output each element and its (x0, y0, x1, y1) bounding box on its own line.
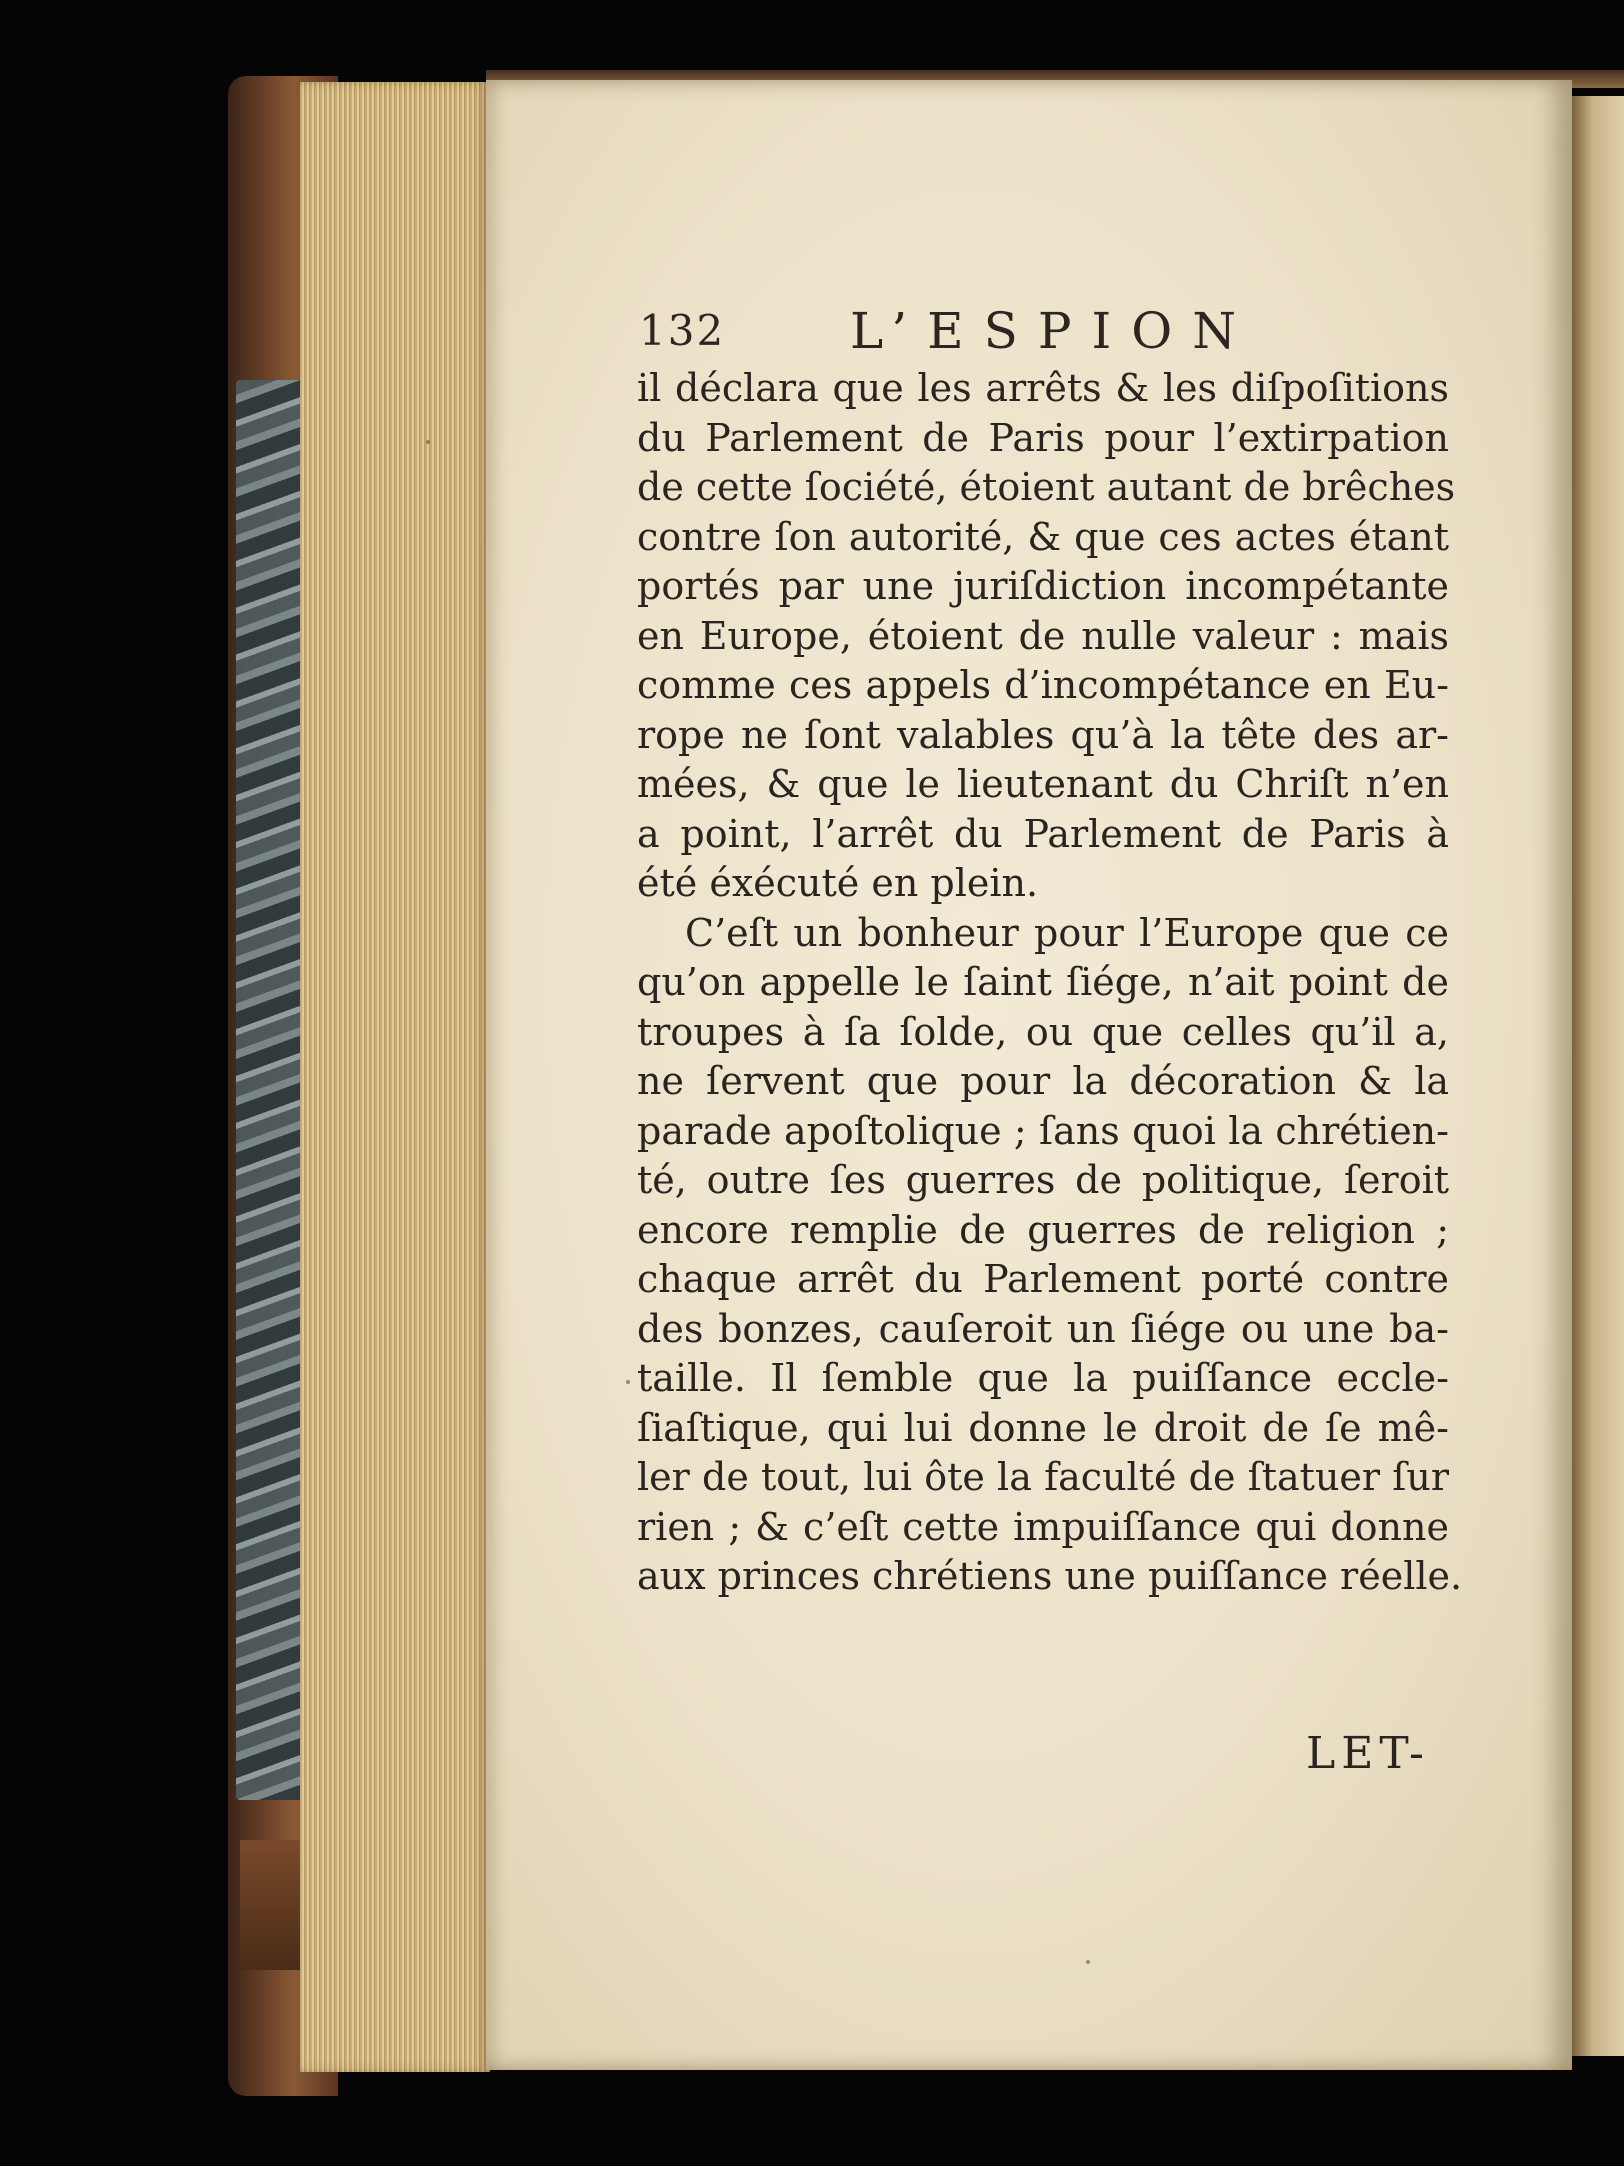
leather-corner (240, 1840, 306, 1970)
text-line: il déclara que les arrêts & les diſpoſitions (637, 366, 1449, 410)
book-page (486, 80, 1572, 2070)
text-line: taille. Il ſemble que la puiſſance eccle- (637, 1356, 1449, 1400)
text-line: mées, & que le lieutenant du Chriſt n’en (637, 762, 1449, 806)
text-line: aux princes chrétiens une puiſſance réelle. (637, 1554, 1463, 1598)
text-line: contre ſon autorité, & que ces actes étant (637, 514, 1449, 559)
page-header (486, 302, 1572, 362)
ink-speck (426, 440, 430, 444)
text-line: comme ces appels d’incompétance en Eu- (637, 663, 1449, 707)
running-title: L’ESPION (850, 302, 1256, 360)
ink-speck (626, 1380, 630, 1384)
text-line: été éxécuté en plein. (637, 861, 1039, 905)
text-line: rien ; & c’eſt cette impuiſſance qui donne (637, 1504, 1449, 1549)
text-line: encore remplie de guerres de religion ; (637, 1207, 1449, 1252)
page-number: 132 (639, 306, 726, 355)
text-line: en Europe, étoient de nulle valeur : mais (637, 613, 1449, 658)
text-line: té, outre ſes guerres de politique, ſeroit (637, 1158, 1449, 1202)
text-line: chaque arrêt du Parlement porté contre (637, 1257, 1449, 1301)
text-line: rope ne ſont valables qu’à la tête des ar- (637, 712, 1449, 757)
text-line: parade apoſtolique ; ſans quoi la chrétien- (637, 1108, 1449, 1153)
page-edges (300, 82, 490, 2072)
facing-page-edge (1572, 96, 1624, 2056)
text-line: des bonzes, cauſeroit un ſiége ou une ba- (637, 1306, 1449, 1351)
marbled-cover (236, 380, 306, 1800)
ink-speck (1086, 1960, 1090, 1964)
text-line: du Parlement de Paris pour l’extirpation (637, 415, 1449, 460)
text-line: qu’on appelle le ſaint ſiége, n’ait point de (637, 960, 1449, 1004)
text-line: C’eſt un bonheur pour l’Europe que ce (685, 910, 1449, 955)
text-line: a point, l’arrêt du Parlement de Paris à (637, 811, 1449, 856)
page-text (637, 364, 1463, 1602)
text-line: ne ſervent que pour la décoration & la (637, 1059, 1449, 1103)
text-line: ſiaſtique, qui lui donne le droit de ſe mê- (637, 1405, 1449, 1450)
catchword: LET- (1306, 1728, 1430, 1779)
text-line: troupes à ſa ſolde, ou que celles qu’il a, (637, 1009, 1449, 1054)
text-line: ler de tout, lui ôte la faculté de ſtatuer ſur (637, 1455, 1449, 1499)
text-line: de cette ſociété, étoient autant de brêches (637, 465, 1456, 509)
text-line: portés par une juriſdiction incompétante (637, 564, 1449, 608)
